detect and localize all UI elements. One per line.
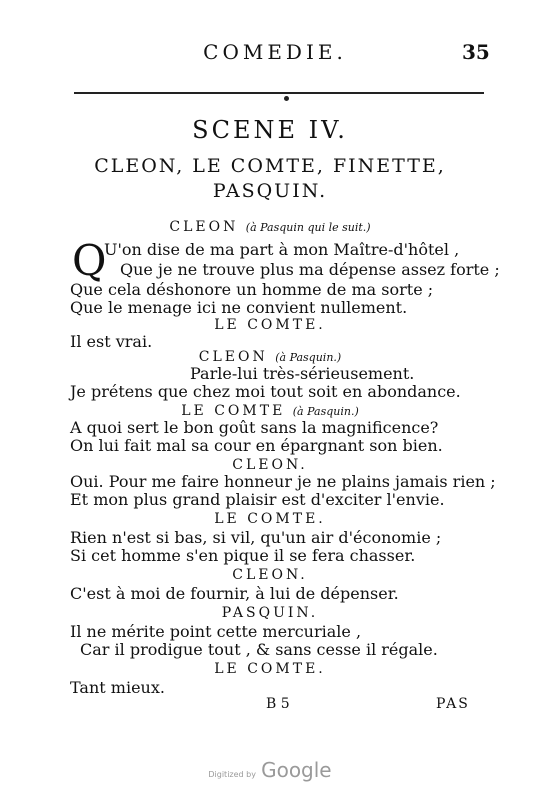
verse-line: U'on dise de ma part à mon Maître-d'hôtel , (104, 240, 460, 259)
speaker-heading (0, 662, 540, 676)
verse-line: C'est à moi de fournir, à lui de dépenser. (70, 584, 399, 603)
running-title: COMEDIE. (203, 40, 347, 64)
speaker-name: CLEON. (232, 457, 308, 473)
verse-line: A quoi sert le bon goût sans la magnificence? (70, 418, 439, 437)
speaker-heading (0, 220, 540, 234)
drop-cap: Q (72, 236, 107, 285)
stage-direction: (à Pasquin qui le suit.) (245, 221, 371, 234)
speaker-heading (0, 318, 540, 332)
speaker-name: PASQUIN. (221, 605, 319, 621)
verse-line: Rien n'est si bas, si vil, qu'un air d'économie ; (70, 528, 442, 547)
speaker-name: LE COMTE. (214, 661, 326, 677)
stage-direction: (à Pasquin.) (275, 351, 342, 364)
verse-line: Il est vrai. (70, 332, 153, 351)
speaker-name: LE COMTE. (214, 317, 326, 333)
verse-line: On lui fait mal sa cour en épargnant son bien. (70, 436, 443, 455)
speaker-name: LE COMTE. (214, 511, 326, 527)
catchword: PAS (436, 696, 470, 712)
speaker-heading (0, 458, 540, 472)
watermark-prefix: Digitized by (208, 770, 256, 779)
rule-ornament (284, 96, 289, 101)
scene-title: SCENE IV. (192, 116, 348, 144)
running-head (0, 40, 540, 70)
speaker-heading (0, 404, 540, 418)
speaker-name: LE COMTE (181, 403, 286, 419)
signature-mark: B 5 (266, 696, 290, 712)
speaker-heading (0, 568, 540, 582)
speaker-heading (0, 512, 540, 526)
speaker-name: CLEON. (232, 567, 308, 583)
watermark-brand: Google (261, 758, 332, 782)
page-number: 35 (462, 40, 490, 64)
cast-list-line-1: CLEON, LE COMTE, FINETTE, (94, 155, 446, 177)
speaker-name: CLEON (169, 219, 239, 235)
header-rule (74, 92, 484, 94)
verse-line: Si cet homme s'en pique il se fera chasser. (70, 546, 416, 565)
verse-line: Oui. Pour me faire honneur je ne plains jamais rien ; (70, 472, 496, 491)
speaker-heading (0, 606, 540, 620)
digitization-watermark (0, 758, 540, 782)
verse-line: Que le menage ici ne convient nullement. (70, 298, 408, 317)
stage-direction: (à Pasquin.) (292, 405, 359, 418)
verse-line: Et mon plus grand plaisir est d'exciter l'envie. (70, 490, 445, 509)
verse-line: Il ne mérite point cette mercuriale , (70, 622, 362, 641)
verse-line: Parle-lui très-sérieusement. (190, 364, 415, 383)
verse-line: Je prétens que chez moi tout soit en abondance. (70, 382, 461, 401)
speaker-name: CLEON (198, 349, 268, 365)
speaker-heading (0, 350, 540, 364)
verse-line: Que je ne trouve plus ma dépense assez forte ; (120, 260, 500, 279)
verse-line: Tant mieux. (70, 678, 165, 697)
cast-list-line-2: PASQUIN. (212, 180, 328, 202)
verse-line: Car il prodigue tout , & sans cesse il régale. (80, 640, 438, 659)
verse-line: Que cela déshonore un homme de ma sorte ; (70, 280, 434, 299)
